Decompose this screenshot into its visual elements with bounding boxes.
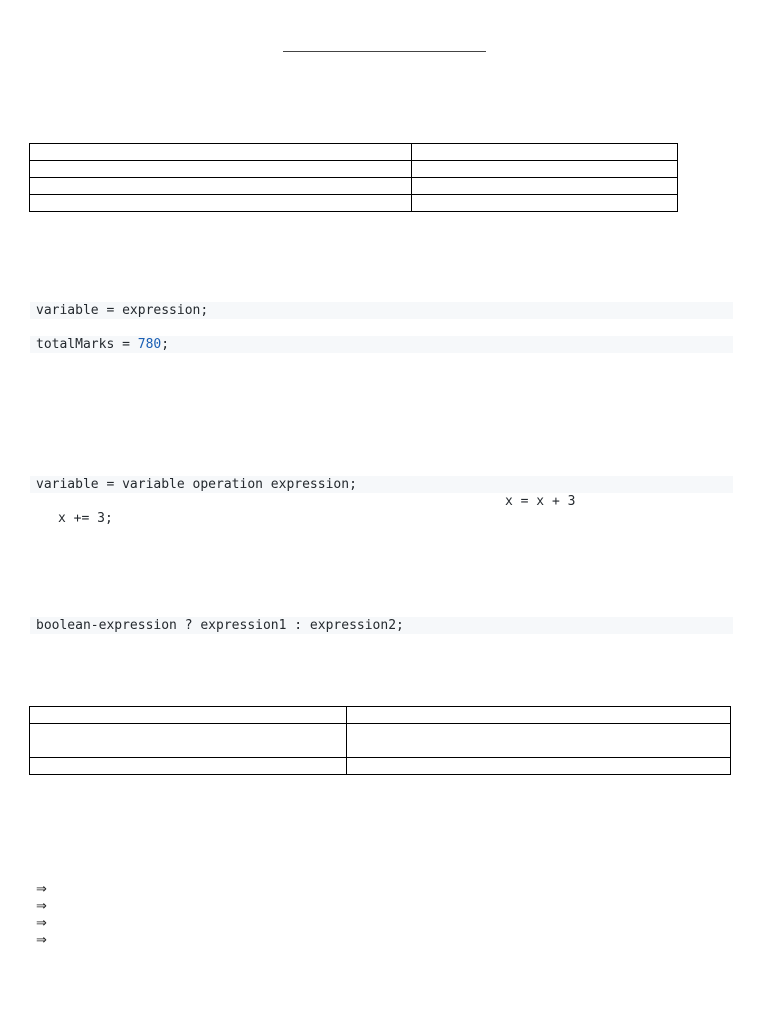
table-row: [30, 144, 678, 161]
code-compound-example: x += 3;: [58, 511, 113, 526]
number-literal: 780: [137, 337, 162, 352]
title-underline: [283, 51, 486, 52]
table-row: [30, 758, 731, 775]
table-row: [30, 195, 678, 212]
arrow-icon: ⇒: [36, 899, 47, 914]
code-ternary-syntax: boolean-expression ? expression1 : expression2;: [30, 617, 733, 634]
table-row: [30, 161, 678, 178]
arrow-icon: ⇒: [36, 882, 47, 897]
table-1: [29, 143, 678, 212]
code-assignment-example: totalMarks = 780;: [30, 336, 733, 353]
table-row: [30, 707, 731, 724]
arrow-icon: ⇒: [36, 933, 47, 948]
table-row: [30, 178, 678, 195]
code-compound-syntax: variable = variable operation expression;: [30, 476, 733, 493]
arrow-icon: ⇒: [36, 916, 47, 931]
table-row: [30, 724, 731, 758]
code-compound-equivalent: x = x + 3: [505, 494, 576, 509]
table-2: [29, 706, 731, 775]
code-assignment-syntax: variable = expression;: [30, 302, 733, 319]
